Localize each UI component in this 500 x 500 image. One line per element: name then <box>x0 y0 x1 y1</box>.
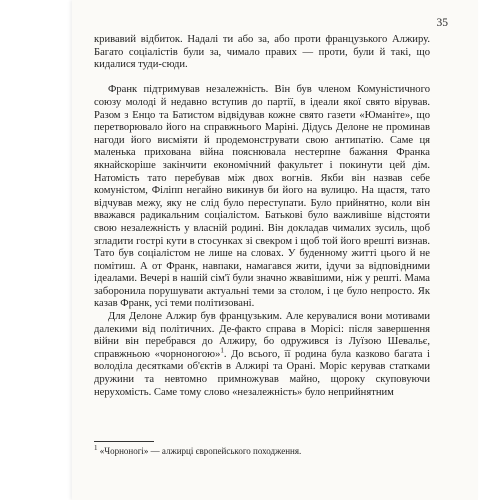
page-number: 35 <box>436 17 448 29</box>
paragraph-delone-part2: . До всього, її родина була казково багата і володіла десятками об'єктів в Алжирі та Орані. Моріс керував статками дружини та невтомно примножував майно, щороку скуповуючи нерухомість. Саме тому слово «незалежність» було неприйнятним <box>94 348 430 398</box>
footnote-number: 1 <box>94 444 98 452</box>
body-text <box>94 34 430 399</box>
book-page <box>72 0 478 500</box>
paragraph-frank: Франк підтримував незалежність. Він був членом Комуністичного союзу молоді й недавно вступив до партії, в ідеали якої свято вірував. Разом з Енцо та Батистом відвідував кожне свято газети «Юманіте», що перетворювало його на справжнього Маріні. Дідусь Делоне не проминав нагоди його висміяти й продемонструвати свою антипатію. Саме ця маленька прихована війна пояснювала нестерпне бажання Франка якнайскоріше закінчити економічний факультет і покинути цей дім. Натомість тато перебував між двох вогнів. Якби він назвав себе комуністом, Філіпп негайно викинув би його на вулицю. На щастя, тато відчував межу, яку не слід було переступати. Було прийнятно, коли він вважався радикальним соціалістом. Батькові було важливіше відстояти свою незалежність у власній родині. Він докладав чималих зусиль, щоб згладити гострі кути в стосунках зі свекром і щоб той його врешті визнав. Тато був соціалістом не лише на словах. У буденному житті цього й не помітиш. А от Франк, навпаки, намагався жити, ідучи за відповідними ідеалами. Вечері в нашій сім'ї були значно жвавішими, ніж у решті. Мама заборонила порушувати актуальні теми за столом, і це було непросто. Як казав Франк, усі теми політизовані. <box>94 84 430 310</box>
footnote-text: «Чорноногі» — алжирці європейського походження. <box>99 446 302 456</box>
paragraph-continued: кривавий відбиток. Надалі ти або за, або проти французького Алжиру. Багато соціалістів були за, чимало правих — проти, були й такі, що кидалися туди-сюди. <box>94 34 430 71</box>
paragraph-delone-part1: Для Делоне Алжир був французьким. Але керувалися вони мотивами далекими від політичних. Де-факто справа в Морісі: після завершення війни він перебрався до Алжиру, бо одружився із Луїзою Шевальє, справжньою «чорноногою» <box>94 311 430 360</box>
footnote-reference[interactable]: 1 <box>220 346 224 355</box>
footnote-divider <box>94 441 154 442</box>
paragraph-delone <box>94 311 430 399</box>
footnote <box>94 446 430 457</box>
